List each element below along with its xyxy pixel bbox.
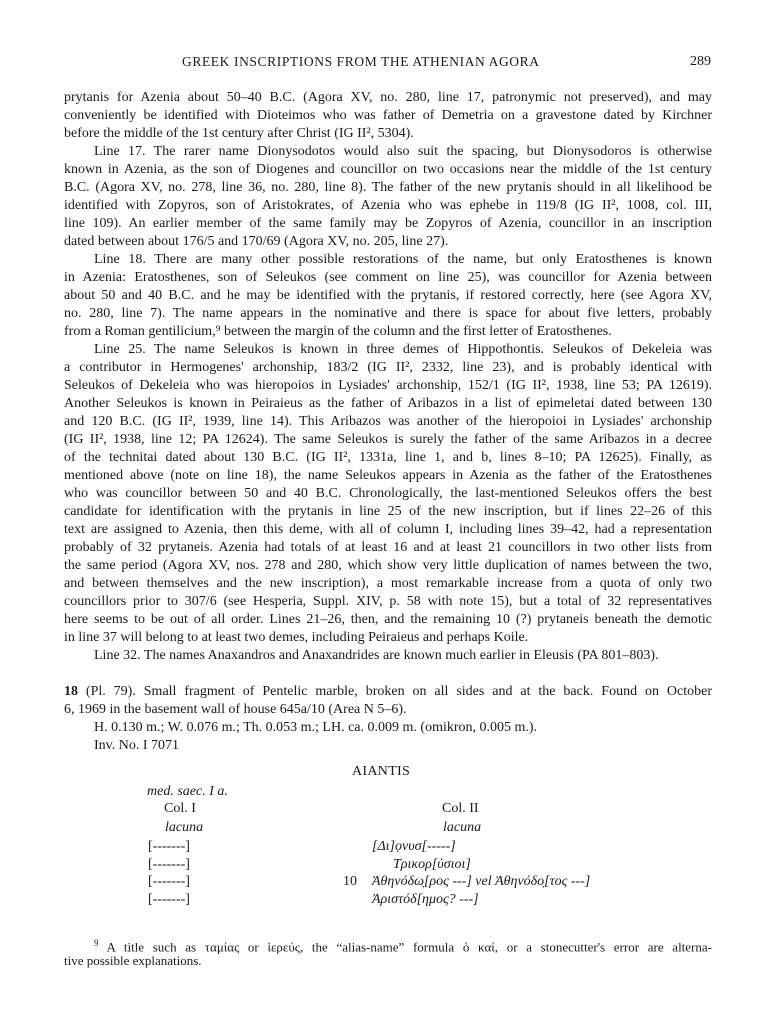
text-line: no. 280, line 7). The name appears in the nominative and there is space for about five letters, probably — [64, 306, 712, 321]
col2-line: [Δι]ọνυσ[-----] — [372, 839, 456, 854]
inscription-date: med. saec. I a. — [147, 784, 228, 799]
text-line: and 120 B.C. (IG II², 1939, line 14). This Aribazos was another of the hieropoioi in Lysiades' archonship — [64, 414, 712, 429]
text-line: prytanis for Azenia about 50–40 B.C. (Agora XV, no. 280, line 17, patronymic not preserved), and may — [64, 90, 712, 105]
text-line: Line 32. The names Anaxandros and Anaxandrides are known much earlier in Eleusis (PA 801–803). — [94, 648, 659, 663]
text-line: Line 25. The name Seleukos is known in three demes of Hippothontis. Seleukos of Dekeleia was — [94, 342, 712, 357]
entry-line: 18 (Pl. 79). Small fragment of Pentelic marble, broken on all sides and at the back. Found on October — [64, 684, 713, 699]
commentary-body — [64, 89, 712, 665]
paragraph — [64, 251, 712, 341]
paragraph — [64, 143, 712, 251]
inscription-title: AIANTIS — [352, 764, 411, 779]
text-line: Line 18. There are many other possible restorations of the name, but only Eratosthenes is known — [94, 252, 712, 267]
footnote-marker: 9 — [94, 938, 99, 948]
text-line: in Azenia: Eratosthenes, son of Seleukos (see comment on line 25), was councillor for Azenia between — [64, 270, 712, 285]
text-line: candidate for identification with the prytanis in line 25 of the new inscription, but if lines 22–26 of this — [64, 504, 712, 519]
col1-line: [-------] — [148, 839, 190, 854]
col2-heading: Col. II — [442, 801, 479, 816]
line-number: 10 — [343, 874, 357, 889]
col2-line: Ἀριστόδ[ημος? ---] — [372, 892, 479, 907]
running-title: GREEK INSCRIPTIONS FROM THE ATHENIAN AGORA — [182, 54, 540, 69]
entry-dimensions: H. 0.130 m.; W. 0.076 m.; Th. 0.053 m.; LH. ca. 0.009 m. (omikron, 0.005 m.). — [94, 720, 538, 735]
footnote — [64, 935, 712, 969]
col2-line: Ἀθηνόδω̣[ρος ---] vel Ἀθηνόδο̣[τος ---] — [372, 874, 591, 889]
col1-line: [-------] — [148, 857, 190, 872]
footnote-line: $^9$ A title such as ταμίας or ἱερεύς, the “alias-name” formula ὁ καί, or a stonecutter's error are alterna- — [94, 938, 712, 955]
col1-line: [-------] — [148, 892, 190, 907]
entry-inventory: Inv. No. I 7071 — [94, 738, 180, 753]
text-line: probably of 32 prytaneis. Azenia had totals of at least 16 and at least 21 councillors in two other lists from — [64, 540, 712, 555]
text-line: here seems to be out of all order. Lines 21–26, then, and the remaining 10 (?) prytaneis beneath the demotic — [64, 612, 712, 627]
text-line: a contributor in Hermogenes' archonship, 183/2 (IG II², 2332, line 23), and is probably identical with — [64, 360, 712, 375]
col1-lacuna: lacuna — [165, 820, 204, 835]
text-line: the same period (Agora XV, nos. 278 and 280, which show very little duplication of names between the two, — [64, 558, 712, 573]
entry-line: 6, 1969 in the basement wall of house 645a/10 (Area N 5–6). — [64, 702, 407, 717]
text-line: who was councillor between 50 and 40 B.C. Chronologically, the last-mentioned Seleukos offers the best — [64, 486, 712, 501]
col1-heading: Col. I — [164, 801, 196, 816]
text-line: from a Roman gentilicium,⁹ between the margin of the column and the first letter of Eratosthenes. — [64, 324, 612, 339]
text-line: councillors prior to 307/6 (see Hesperia, Suppl. XIV, p. 58 with note 15), but a total of 32 representatives — [64, 594, 712, 609]
text-line: Line 17. The rarer name Dionysodotos would also suit the spacing, but Dionysodoros is otherwise — [94, 144, 712, 159]
text-line: Seleukos of Dekeleia who was hieropoios in Lysiades' archonship, 152/1 (IG II², 1938, line 53; PA 12619). — [64, 378, 712, 393]
text-line: text are assigned to Azenia, then this deme, with all of column I, including lines 39–42, had a representation — [64, 522, 712, 537]
page-number: 289 — [690, 54, 711, 69]
text-line: in line 37 will belong to at least two demes, including Peiraieus and perhaps Koile. — [64, 630, 529, 645]
text-line: Another Seleukos is known in Peiraieus as the father of Aribazos in a list of epimeletai dated between 130 — [64, 396, 712, 411]
paragraph — [64, 647, 712, 665]
text-line: about 50 and 40 B.C. and he may be identified with the prytanis, if restored correctly, here (see Agora XV, — [64, 288, 712, 303]
text-line: line 109). An earlier member of the same family may be Zopyros of Azenia, councillor in an inscription — [64, 216, 712, 231]
text-line: identified with Zopyros, son of Aristokrates, of Azenia who was ephebe in 119/8 (IG II², 1008, col. III, — [64, 198, 712, 213]
paragraph — [64, 341, 712, 647]
col1-line: [-------] — [148, 874, 190, 889]
col2-lacuna: lacuna — [443, 820, 482, 835]
text-line: known in Azenia, as the son of Diogenes and councillor on two occasions near the middle of the 1st century — [64, 162, 712, 177]
text-line: (IG II², 1938, line 12; PA 12624). The same Seleukos is surely the father of the same Aribazos in a decree — [64, 432, 712, 447]
paragraph — [64, 89, 712, 143]
footnote-line: tive possible explanations. — [64, 953, 202, 968]
text-line: dated between about 176/5 and 170/69 (Agora XV, no. 205, line 27). — [64, 234, 449, 249]
text-line: of the technitai dated about 130 B.C. (IG II², 1331a, line 1, and b, lines 8–10; PA 12625). Finally, as — [64, 450, 712, 465]
col2-line: Τρικορ[ύσιοι] — [393, 857, 471, 872]
text-line: and between themselves and the new inscription), a most remarkable increase from a quota of only two — [64, 576, 712, 591]
text-line: mentioned above (note on line 18), the name Seleukos appears in Azenia as the father of the Eratosthenes — [64, 468, 712, 483]
text-line: conveniently be identified with Dioteimos who was father of Demetria on a gravestone dated by Kirchner — [64, 108, 712, 123]
catalogue-entry — [64, 683, 712, 755]
text-line: before the middle of the 1st century after Christ (IG II², 5304). — [64, 126, 414, 141]
entry-number: 18 — [64, 684, 78, 699]
text-line: B.C. (Agora XV, no. 278, line 36, no. 280, line 8). The father of the new prytanis should in all likelihood be — [64, 180, 712, 195]
